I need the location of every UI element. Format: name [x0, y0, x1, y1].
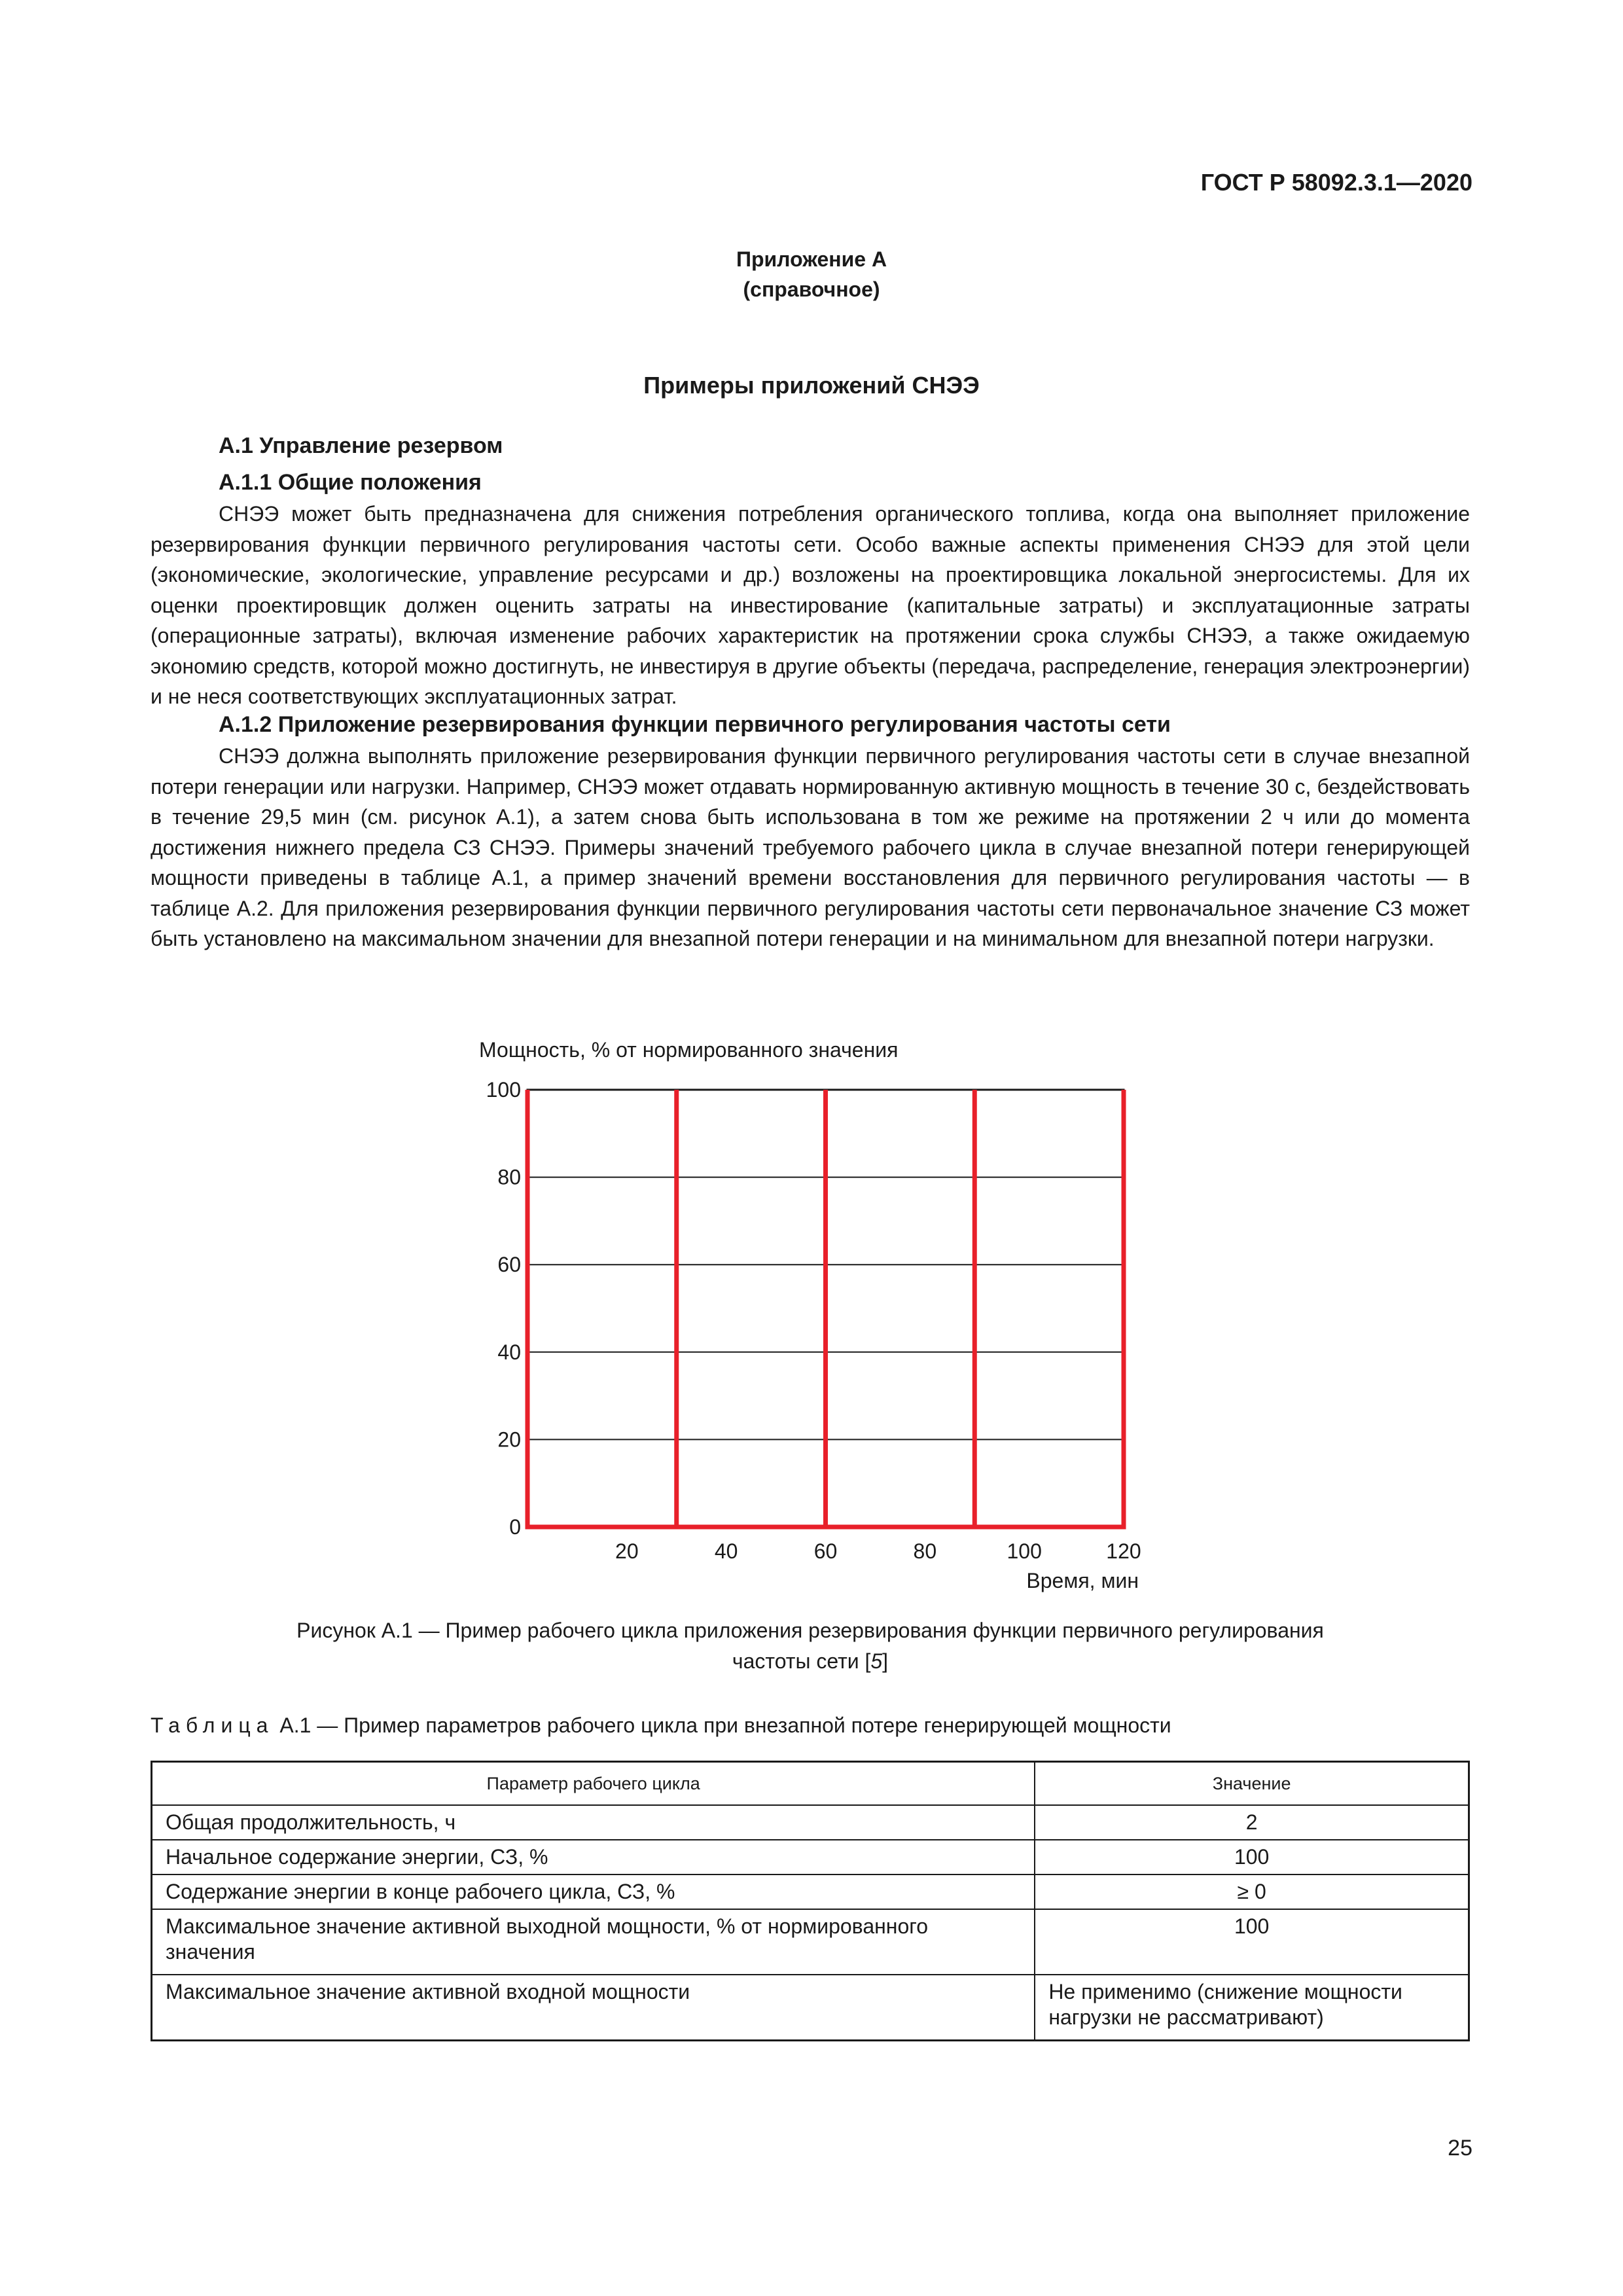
table-row	[152, 1975, 1469, 2041]
parameters-table	[151, 1761, 1470, 2041]
table-header-row	[152, 1762, 1469, 1806]
row-value: 100	[1035, 1909, 1469, 1975]
chart-y-tick-label: 80	[497, 1165, 521, 1189]
row-parameter: Общая продолжительность, ч	[152, 1805, 1035, 1840]
section-a12-heading: А.1.2 Приложение резервирования функции первичного регулирования частоты сети	[219, 712, 1171, 737]
chart-y-tick-label: 100	[486, 1078, 521, 1102]
chart-y-tick-label: 20	[497, 1427, 521, 1452]
table-row	[152, 1805, 1469, 1840]
row-parameter: Максимальное значение активной входной мощности	[152, 1975, 1035, 2041]
chart-y-tick-label: 40	[497, 1340, 521, 1364]
section-a12-paragraph: СНЭЭ должна выполнять приложение резервирования функции первичного регулирования частоты сети в случае внезапной потери генерации или нагрузки. Например, СНЭЭ может отдавать нормированную активную мощность в течение 30 с, бездействовать в течение 29,5 мин (см. рисунок А.1), а затем снова быть использована в том же режиме на протяжении 2 ч или до момента достижения нижнего предела СЗ СНЭЭ. Примеры значений требуемого рабочего цикла в случае внезапной потери генерирующей мощности приведены в таблице А.1, а пример значений времени восстановления для первичного регулирования частоты — в таблице А.2. Для приложения резервирования функции первичного регулирования частоты сети первоначальное значение СЗ может быть установлено на максимальном значении для внезапной потери генерации и на минимальном для внезапной потери нагрузки.	[151, 744, 1470, 950]
chart-x-axis-label: Время, мин	[1026, 1569, 1139, 1592]
header-value: Значение	[1035, 1762, 1469, 1806]
row-parameter: Начальное содержание энергии, СЗ, %	[152, 1840, 1035, 1874]
appendix-type: (справочное)	[743, 278, 880, 301]
row-value: 2	[1035, 1805, 1469, 1840]
row-parameter: Содержание энергии в конце рабочего цикла, СЗ, %	[152, 1874, 1035, 1909]
chart-x-tick-label: 100	[1007, 1539, 1042, 1563]
table-row	[152, 1840, 1469, 1874]
caption-prefix: частоты сети [	[732, 1649, 871, 1673]
document-code: ГОСТ Р 58092.3.1—2020	[1200, 169, 1472, 196]
chart-x-tick-label: 60	[813, 1539, 838, 1563]
section-a11-heading: А.1.1 Общие положения	[219, 470, 482, 495]
section-a1-heading: А.1 Управление резервом	[219, 433, 503, 458]
header-parameter: Параметр рабочего цикла	[152, 1762, 1035, 1806]
chart-y-tick-label: 60	[497, 1253, 521, 1277]
figure-caption-line-2	[151, 1646, 1470, 1677]
table-title	[151, 1713, 1171, 1738]
appendix-label: Приложение А	[736, 247, 887, 271]
caption-suffix: ]	[882, 1649, 889, 1673]
figure-caption	[151, 1615, 1470, 1677]
figure-caption-line-1: Рисунок А.1 — Пример рабочего цикла приложения резервирования функции первичного регулирования	[296, 1619, 1324, 1642]
page-title: Примеры приложений СНЭЭ	[643, 372, 980, 399]
chart-x-tick-label: 80	[913, 1539, 937, 1563]
table-row	[152, 1909, 1469, 1975]
chart-y-tick-label: 0	[509, 1515, 521, 1539]
section-a11-paragraph: СНЭЭ может быть предназначена для снижения потребления органического топлива, когда она выполняет приложение резервирования функции первичного регулирования частоты сети. Особо важные аспекты применения СНЭЭ для этой цели (экономические, экологические, управление ресурсами и др.) возложены на проектировщика локальной энергосистемы. Для их оценки проектировщик должен оценить затраты на инвестирование (капитальные затраты) и эксплуатационные затраты (операционные затраты), включая изменение рабочих характеристик на протяжении срока службы СНЭЭ, а также ожидаемую экономию средств, которой можно достигнуть, не инвестируя в другие объекты (передача, распределение, генерация электроэнергии) и не неся соответствующих эксплуатационных затрат.	[151, 502, 1470, 708]
row-value: Не применимо (снижение мощности нагрузки не рассматривают)	[1035, 1975, 1469, 2041]
chart-x-tick-label: 40	[714, 1539, 738, 1563]
chart-series-line	[527, 1090, 1124, 1527]
chart-x-tick-label: 20	[615, 1539, 639, 1563]
table-title-label: Таблица	[151, 1713, 274, 1737]
chart-y-axis-label: Мощность, % от нормированного значения	[479, 1038, 899, 1062]
row-value: 100	[1035, 1840, 1469, 1874]
table-row	[152, 1874, 1469, 1909]
page-number: 25	[1448, 2136, 1472, 2161]
chart-x-tick-label: 120	[1106, 1539, 1141, 1563]
row-parameter: Максимальное значение активной выходной мощности, % от нормированного значения	[152, 1909, 1035, 1975]
caption-reference[interactable]: 5	[870, 1649, 883, 1673]
table-title-text: А.1 — Пример параметров рабочего цикла при внезапной потере генерирующей мощности	[274, 1713, 1171, 1737]
row-value: ≥ 0	[1035, 1874, 1469, 1909]
